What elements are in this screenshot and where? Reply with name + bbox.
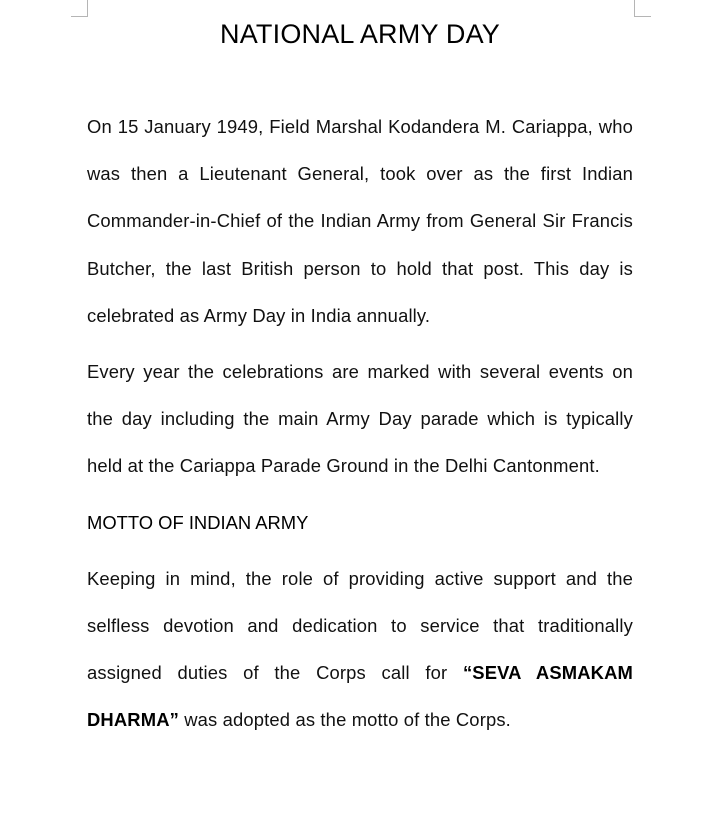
section-heading-motto: MOTTO OF INDIAN ARMY (87, 511, 309, 533)
paragraph-motto (87, 555, 633, 744)
page-corner-mark-right (634, 0, 651, 17)
paragraph-motto-text-end: was adopted as the motto of the Corps. (178, 709, 511, 731)
paragraph-motto-text: Keeping in mind, the role of providing active support and the selfless devotion and dedication to service that traditionally assigned duties of the Corps call for (87, 567, 633, 684)
paragraph-army-day-history: On 15 January 1949, Field Marshal Kodandera M. Cariappa, who was then a Lieutenant General, took over as the first Indian Commander-in-Chief of the Indian Army from General Sir Francis Butcher, the last British person to hold that post. This day is celebrated as Army Day in India annually. (87, 116, 633, 326)
motto-text: “SEVA ASMAKAM DHARMA” (87, 662, 633, 731)
paragraph-celebrations: Every year the celebrations are marked with several events on the day including the main Army Day parade which is typically held at the Cariappa Parade Ground in the Delhi Cantonment. (87, 361, 633, 477)
document-page (87, 0, 633, 744)
page-corner-mark-left (71, 0, 88, 17)
document-title: NATIONAL ARMY DAY (220, 19, 500, 49)
